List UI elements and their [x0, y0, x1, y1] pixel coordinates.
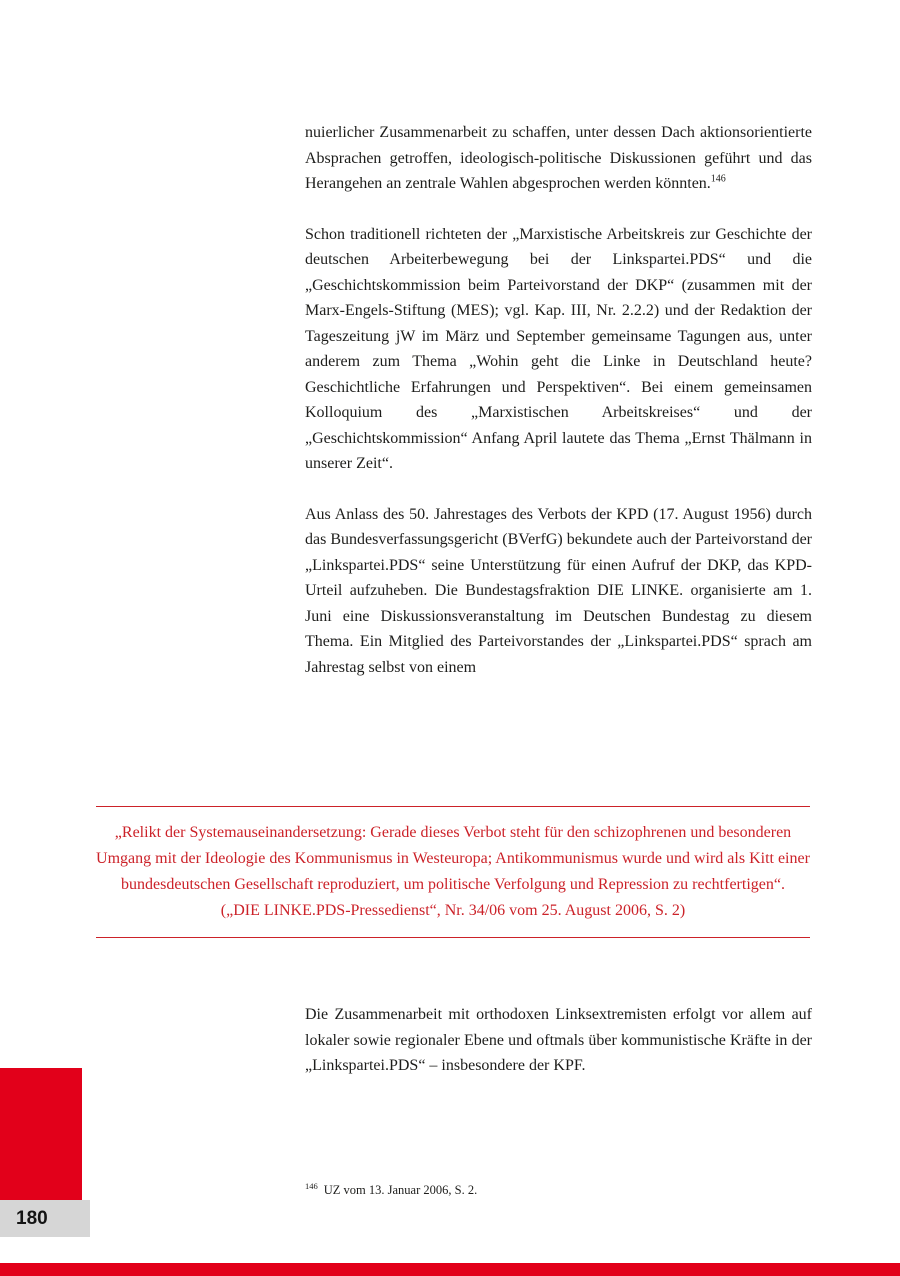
page-number-label: 180	[16, 1207, 48, 1229]
quote-block	[96, 806, 810, 938]
main-text-column	[305, 120, 812, 680]
footnote-reference: 146	[710, 173, 726, 185]
closing-text-column	[305, 1002, 812, 1079]
paragraph-1	[305, 120, 812, 197]
paragraph-1-text: nuierlicher Zusammenarbeit zu schaffen, unter dessen Dach aktionsorientierte Absprachen getroffen, ideologisch-politische Diskussionen geführt und das Herangehen an zentrale Wahlen abgesprochen werden könnten.	[305, 124, 812, 192]
quote-text: „Relikt der Systemauseinandersetzung: Gerade dieses Verbot steht für den schizophrenen und besonderen Umgang mit der Ideologie des Kommunismus in Westeuropa; Antikommunismus wurde und wird als Kitt einer bundesdeutschen Gesellschaft reproduziert, um politische Verfolgung und Repression zu rechtfertigen“.	[96, 824, 810, 893]
footnote	[305, 1180, 478, 1198]
footnote-text: UZ vom 13. Januar 2006, S. 2.	[323, 1183, 478, 1197]
footer-red-bar	[0, 1263, 900, 1276]
footnote-marker: 146	[305, 1180, 318, 1191]
paragraph-2: Schon traditionell richteten der „Marxistische Arbeitskreis zur Geschichte der deutschen Arbeiterbewegung bei der Linkspartei.PDS“ und die „Geschichtskommission beim Parteivorstand der DKP“ (zusammen mit der Marx-Engels-Stiftung (MES); vgl. Kap. III, Nr. 2.2.2) und der Redaktion der Tageszeitung jW im März und September gemeinsame Tagungen aus, unter anderem zum Thema „Wohin geht die Linke in Deutschland heute? Geschichtliche Erfahrungen und Perspektiven“. Bei einem gemeinsamen Kolloquium des „Marxistischen Arbeitskreises“ und der „Geschichtskommission“ Anfang April lautete das Thema „Ernst Thälmann in unserer Zeit“.	[305, 225, 812, 472]
red-margin-rectangle	[0, 1068, 82, 1200]
quote-bottom-rule	[96, 937, 810, 938]
page-number	[0, 1200, 90, 1237]
quote-source: („DIE LINKE.PDS-Pressedienst“, Nr. 34/06 vom 25. August 2006, S. 2)	[220, 902, 686, 919]
quote-top-rule	[96, 806, 810, 807]
paragraph-4: Die Zusammenarbeit mit orthodoxen Linksextremisten erfolgt vor allem auf lokaler sowie regionaler Ebene und oftmals über kommunistische Kräfte in der „Linkspartei.PDS“ – insbesondere der KPF.	[305, 1006, 812, 1074]
paragraph-3: Aus Anlass des 50. Jahrestages des Verbots der KPD (17. August 1956) durch das Bundesverfassungsgericht (BVerfG) bekundete auch der Parteivorstand der „Linkspartei.PDS“ seine Unterstützung für einen Aufruf der DKP, das KPD-Urteil aufzuheben. Die Bundestagsfraktion DIE LINKE. organisierte am 1. Juni eine Diskussionsveranstaltung im Deutschen Bundestag zu diesem Thema. Ein Mitglied des Parteivorstandes der „Linkspartei.PDS“ sprach am Jahrestag selbst von einem	[305, 505, 812, 676]
